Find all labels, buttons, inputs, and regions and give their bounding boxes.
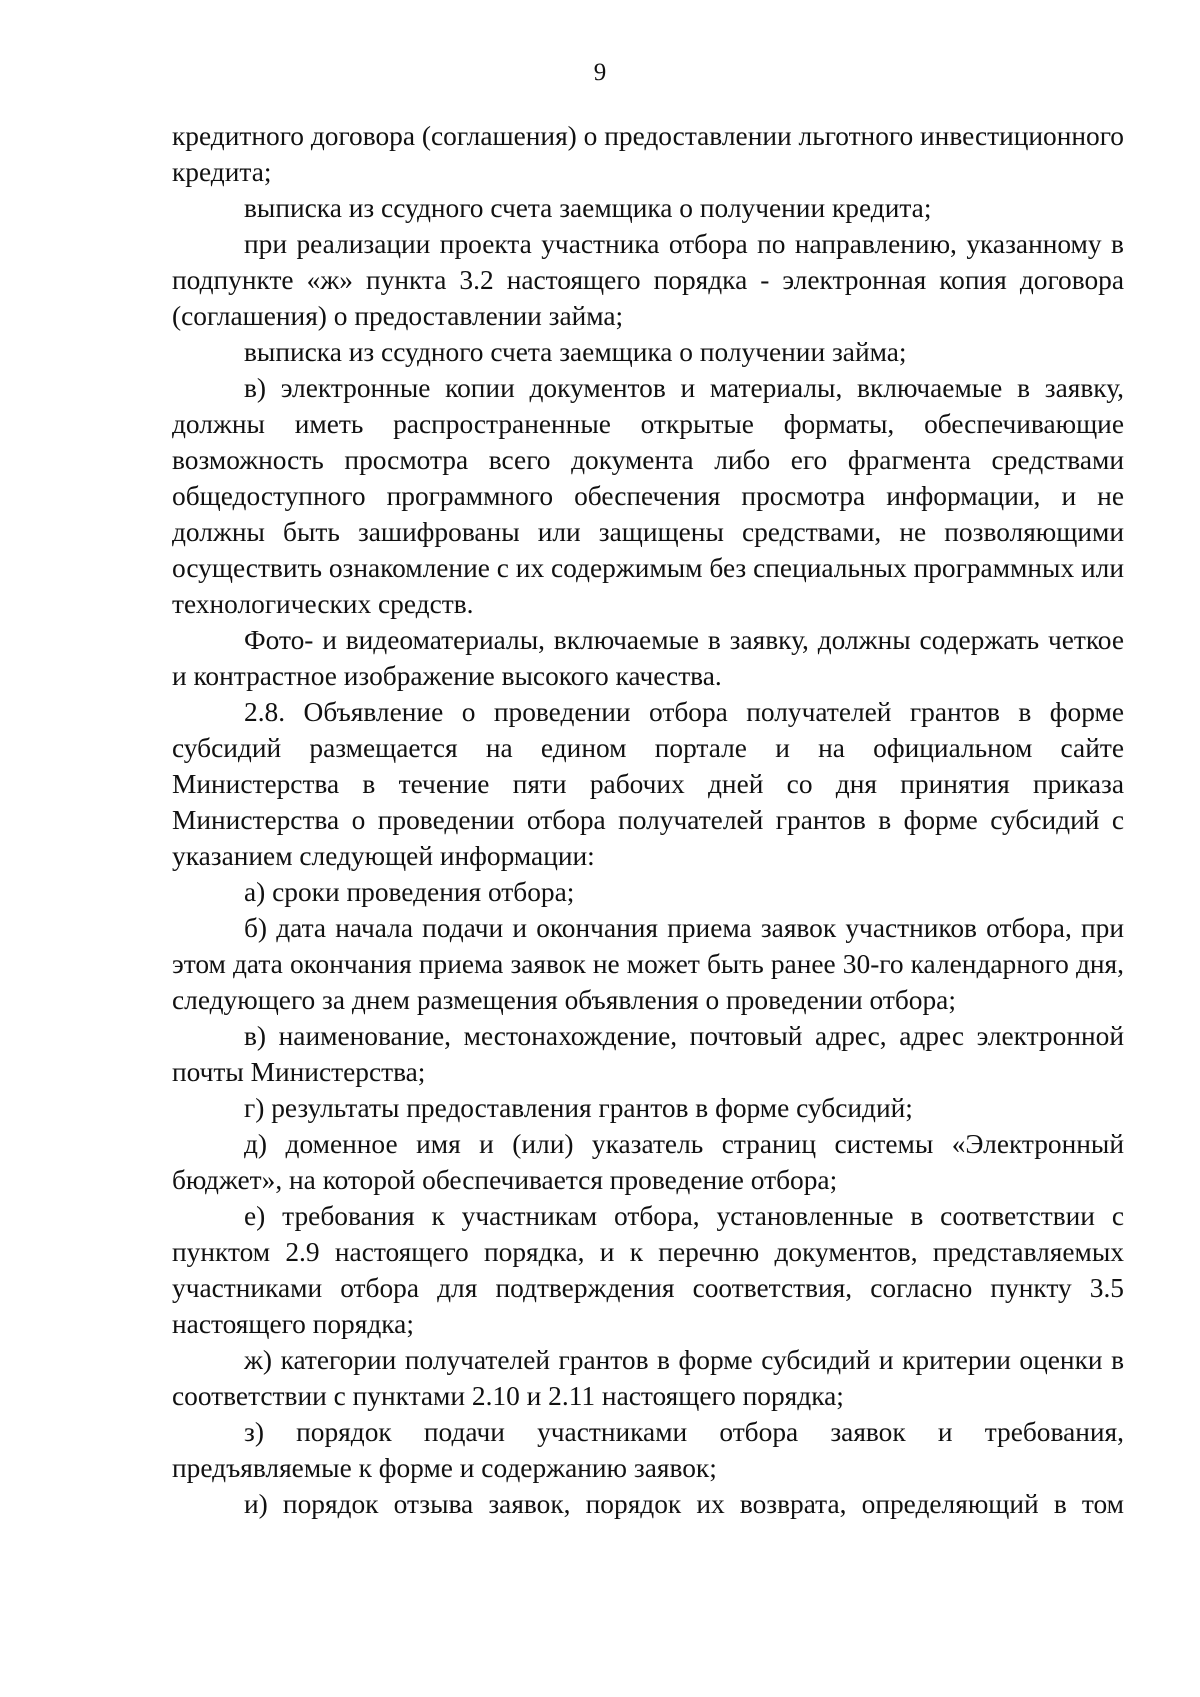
paragraph-loan-statement: выписка из ссудного счета заемщика о получении займа; [244,337,907,367]
paragraph-photo-video: Фото- и видеоматериалы, включаемые в заявку, должны содержать четкое и контрастное изображение высокого качества. [172,625,1124,691]
list-item-v: в) наименование, местонахождение, почтовый адрес, адрес электронной почты Министерства; [172,1021,1124,1087]
page-number: 9 [593,59,607,86]
paragraph-electronic-copies-formats: в) электронные копии документов и материалы, включаемые в заявку, должны иметь распространенные открытые форматы, обеспечивающие возможность просмотра всего документа либо его фрагмента средствами общедоступного программного обеспечения просмотра информации, и не должны быть зашифрованы или защищены средствами, не позволяющими осуществить ознакомление с их содержимым без специальных программных или технологических средств. [172,373,1124,619]
list-item-g: г) результаты предоставления грантов в форме субсидий; [244,1093,913,1123]
list-item-d: д) доменное имя и (или) указатель страниц системы «Электронный бюджет», на которой обеспечивается проведение отбора; [172,1129,1124,1195]
list-item-i: и) порядок отзыва заявок, порядок их возврата, определяющий в том [244,1489,1124,1519]
paragraph-loan-agreement-cont: кредитного договора (соглашения) о предоставлении льготного инвестиционного кредита; [172,121,1124,187]
list-item-a: а) сроки проведения отбора; [244,877,575,907]
list-item-b: б) дата начала подачи и окончания приема заявок участников отбора, при этом дата окончания приема заявок не может быть ранее 30-го календарного дня, следующего за днем размещения объявления о проведении отбора; [172,913,1124,1015]
paragraph-section-2-8: 2.8. Объявление о проведении отбора получателей грантов в форме субсидий размещается на едином портале и на официальном сайте Министерства в течение пяти рабочих дней со дня принятия приказа Министерства о проведении отбора получателей грантов в форме субсидий с указанием следующей информации: [172,697,1124,871]
paragraph-project-loan-copy: при реализации проекта участника отбора по направлению, указанному в подпункте «ж» пункта 3.2 настоящего порядка - электронная копия договора (соглашения) о предоставлении займа; [172,229,1124,331]
list-item-e: е) требования к участникам отбора, установленные в соответствии с пунктом 2.9 настоящего порядка, и к перечню документов, представляемых участниками отбора для подтверждения соответствия, согласно пункту 3.5 настоящего порядка; [172,1201,1124,1339]
document-body [172,118,1124,1522]
list-item-z: з) порядок подачи участниками отбора заявок и требования, предъявляемые к форме и содержанию заявок; [172,1417,1124,1483]
list-item-zh: ж) категории получателей грантов в форме субсидий и критерии оценки в соответствии с пунктами 2.10 и 2.11 настоящего порядка; [172,1345,1124,1411]
paragraph-credit-statement: выписка из ссудного счета заемщика о получении кредита; [244,193,932,223]
